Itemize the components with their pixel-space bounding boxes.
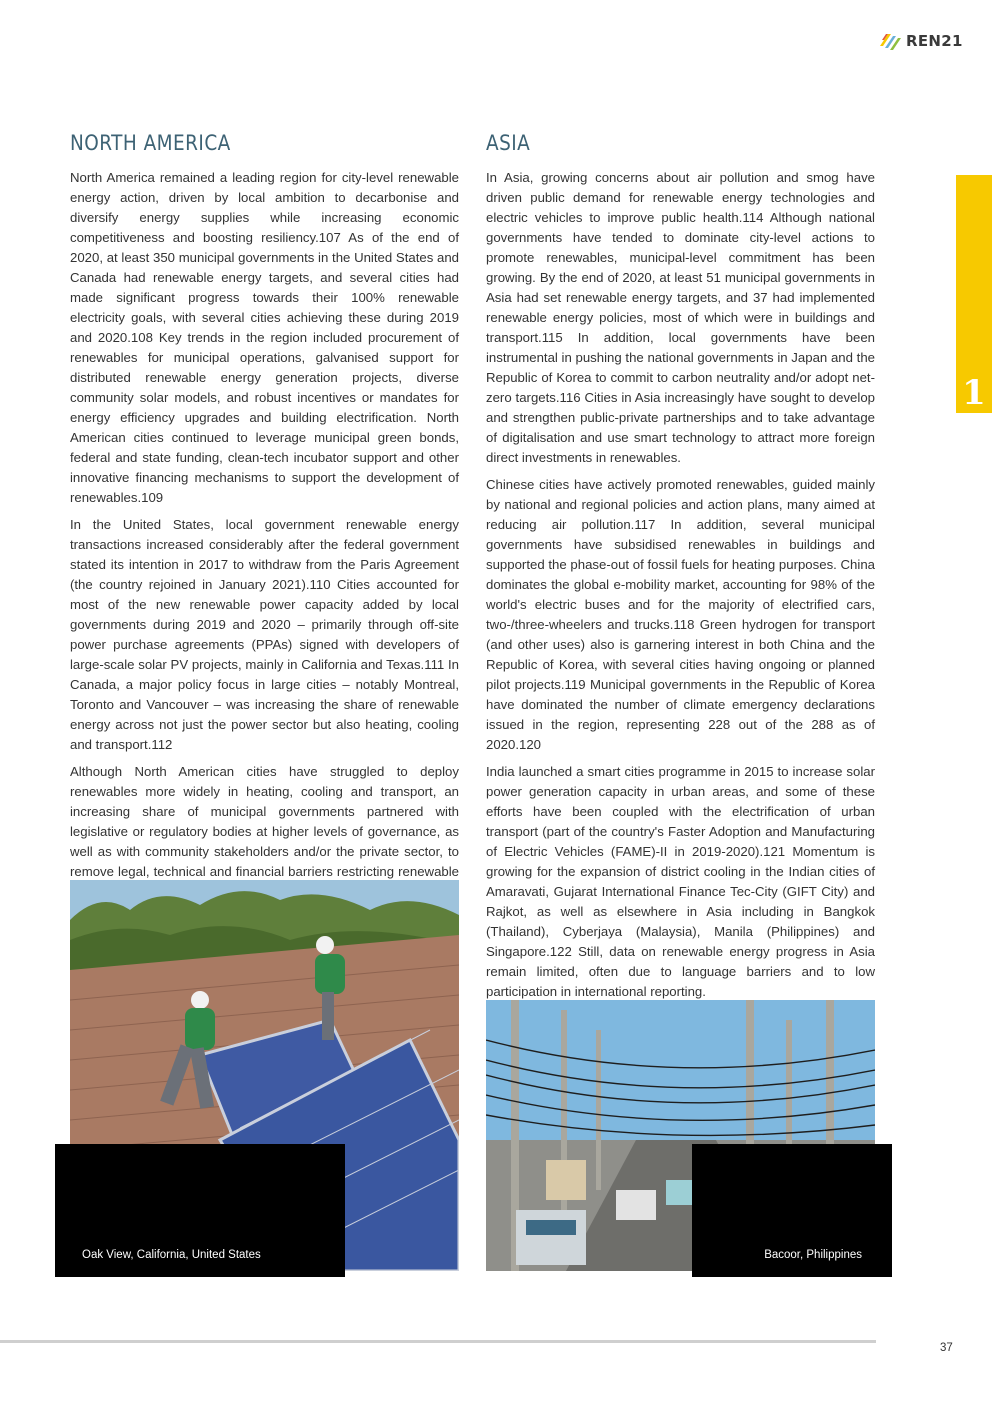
asia-paragraph-2: Chinese cities have actively promoted renewables, guided mainly by national and regional policies and action plans, many aimed at reducing air pollution.117 In addition, several municipal governments have subsidised renewables in buildings and supported the phase-out of fossil fuels for heating purposes. China dominates the global e-mobility market, accounting for 98% of the world's electric buses and for the majority of electrified cars, two-/three-wheelers and trucks.118 Green hydrogen for transport (and other uses) also is garnering interest in both China and the Republic of Korea, with several cities having ongoing or planned pilot projects.119 Municipal governments in the Republic of Korea have dominated the number of climate emergency declarations issued in the region, representing 228 out of the 288 as of 2020.120 (486, 477, 875, 752)
photo-caption-right: Bacoor, Philippines (764, 1249, 862, 1261)
asia-heading: ASIA (486, 131, 531, 155)
logo-text: REN21 (906, 32, 963, 50)
asia-paragraph-1: In Asia, growing concerns about air pollution and smog have driven public demand for renewable energy technologies and electric vehicles to improve public health.114 Although national governments have tended to dominate city-level actions to promote renewables, municipal-level commitment has been growing. By the end of 2020, at least 51 municipal governments in Asia had set renewable energy targets, and 37 had implemented renewable energy policies, most of which were in buildings and transport.115 In addition, local governments have been instrumental in pushing the national governments in Japan and the Republic of Korea to commit to carbon neutrality and/or adopt net-zero targets.116 Cities in Asia increasingly have sought to develop and strengthen public-private partnerships and to take advantage of digitalisation and use smart technology to attract more foreign direct investments in renewables. (486, 170, 875, 465)
footer-divider (0, 1340, 876, 1343)
chapter-tab (956, 175, 992, 413)
chapter-number: 1 (962, 373, 986, 413)
north-america-paragraph-3: Although North American cities have struggled to deploy renewables more widely in heating, cooling and transport, an increasing share of municipal governments partnered with legislative or regulatory bodies at higher levels of governance, as well as with community stakeholders and/or the private sector, to remove legal, technical and financial barriers restricting renewable (70, 764, 459, 879)
north-america-paragraph-1: North America remained a leading region for city-level renewable energy action, driven by local ambition to decarbonise and diversify energy supplies while increasing economic competitiveness and boosting resiliency.107 As of the end of 2020, at least 350 municipal governments in the United States and Canada had renewable energy targets, and several cities had made significant progress towards their 100% renewable electricity goals, with several cities achieving these during 2019 and 2020.108 Key trends in the region included procurement of renewables for municipal operations, galvanised support for distributed renewable energy generation projects, diverse community solar models, and robust incentives or mandates for energy efficiency upgrades and building electrification. North American cities continued to leverage municipal green bonds, federal and state funding, clean-tech incubator support and other innovative financing mechanisms to support the development of renewables.109 (70, 170, 459, 505)
ren21-logo-icon (880, 32, 902, 50)
north-america-paragraph-2: In the United States, local government renewable energy transactions increased considerably after the federal government stated its intention in 2017 to withdraw from the Paris Agreement (the country rejoined in January 2021).110 Cities accounted for most of the new renewable power capacity added by local governments during 2019 and 2020 – primarily through off-site power purchase agreements (PPAs) signed with developers of large-scale solar PV projects, mainly in California and Texas.111 In Canada, a major policy focus in large cities – notably Montreal, Toronto and Vancouver – was increasing the share of renewable energy across not just the power sector but also heating, cooling and transport.112 (70, 517, 459, 752)
north-america-section (70, 128, 459, 909)
photo-caption-left: Oak View, California, United States (82, 1249, 261, 1261)
asia-paragraph-3: India launched a smart cities programme in 2015 to increase solar power generation capacity in urban areas, and some of these efforts have been coupled with the electrification of urban transport (part of the country's Faster Adoption and Manufacturing of Electric Vehicles (FAME)-II in 2019-2020).121 Momentum is growing for the expansion of district cooling in the Indian cities of Amaravati, Gujarat International Finance Tec-City (GIFT City) and Rajkot, as well as elsewhere in Asia including in Bangkok (Thailand), Cyberjaya (Malaysia), Manila (Philippines) and Singapore.122 Still, data on renewable energy progress in Asia remain limited, often due to language barriers and to low participation in international reporting. (486, 764, 875, 999)
north-america-heading: NORTH AMERICA (70, 131, 231, 155)
page-number: 37 (940, 1342, 953, 1354)
caption-box-left (55, 1144, 345, 1277)
caption-box-right (692, 1144, 892, 1277)
ren21-logo (880, 30, 963, 52)
asia-section (486, 128, 875, 1009)
